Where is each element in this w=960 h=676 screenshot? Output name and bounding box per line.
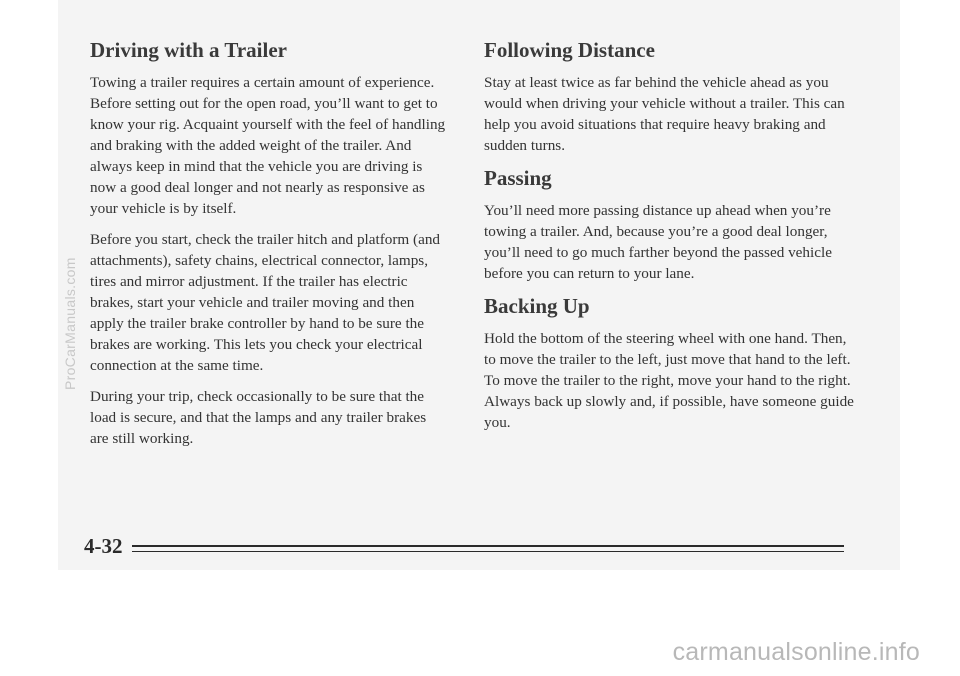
section-heading-passing: Passing	[484, 166, 552, 191]
paragraph-following-distance: Stay at least twice as far behind the vehicle ahead as you would when driving your vehicle without a trailer. This can help you avoid situations that require heavy braking and sudden turns.	[484, 74, 845, 155]
section-heading-driving-with-trailer: Driving with a Trailer	[90, 38, 287, 62]
left-column	[90, 38, 446, 459]
paragraph-before-you-start: Before you start, check the trailer hitch and platform (and attachments), safety chains, electrical connector, lamps, tires and mirror adjustment. If the trailer has electric brakes, start your vehicle and trailer moving and then apply the trailer brake controller by hand to be sure the brakes are working. This lets you check your electrical connection at the same time.	[90, 231, 441, 375]
paragraph-towing-experience: Towing a trailer requires a certain amount of experience. Before setting out for the open road, you’ll want to get to know your rig. Acquaint yourself with the feel of handling and braking with the added weight of the trailer. And always keep in mind that the vehicle you are driving is now a good deal longer and not nearly as responsive as your vehicle is by itself.	[90, 74, 446, 218]
section-heading-following-distance: Following Distance	[484, 38, 655, 62]
section-heading-backing-up: Backing Up	[484, 294, 590, 319]
bottom-watermark: carmanualsonline.info	[672, 638, 920, 666]
right-column	[484, 38, 856, 443]
footer-rule-thick	[132, 545, 844, 547]
page-number: 4-32	[84, 534, 123, 558]
paragraph-backing-up: Hold the bottom of the steering wheel with one hand. Then, to move the trailer to the left, just move that hand to the left. To move the trailer to the right, move your hand to the right. Always back up slowly and, if possible, have someone guide you.	[484, 330, 854, 432]
side-watermark: ProCarManuals.com	[62, 257, 78, 390]
footer-rule-thin	[132, 551, 844, 552]
paragraph-during-trip: During your trip, check occasionally to be sure that the load is secure, and that the lamps and any trailer brakes are still working.	[90, 388, 427, 448]
paragraph-passing: You’ll need more passing distance up ahead when you’re towing a trailer. And, because you’re a good deal longer, you’ll need to go much farther beyond the passed vehicle before you can return to your lane.	[484, 202, 832, 283]
